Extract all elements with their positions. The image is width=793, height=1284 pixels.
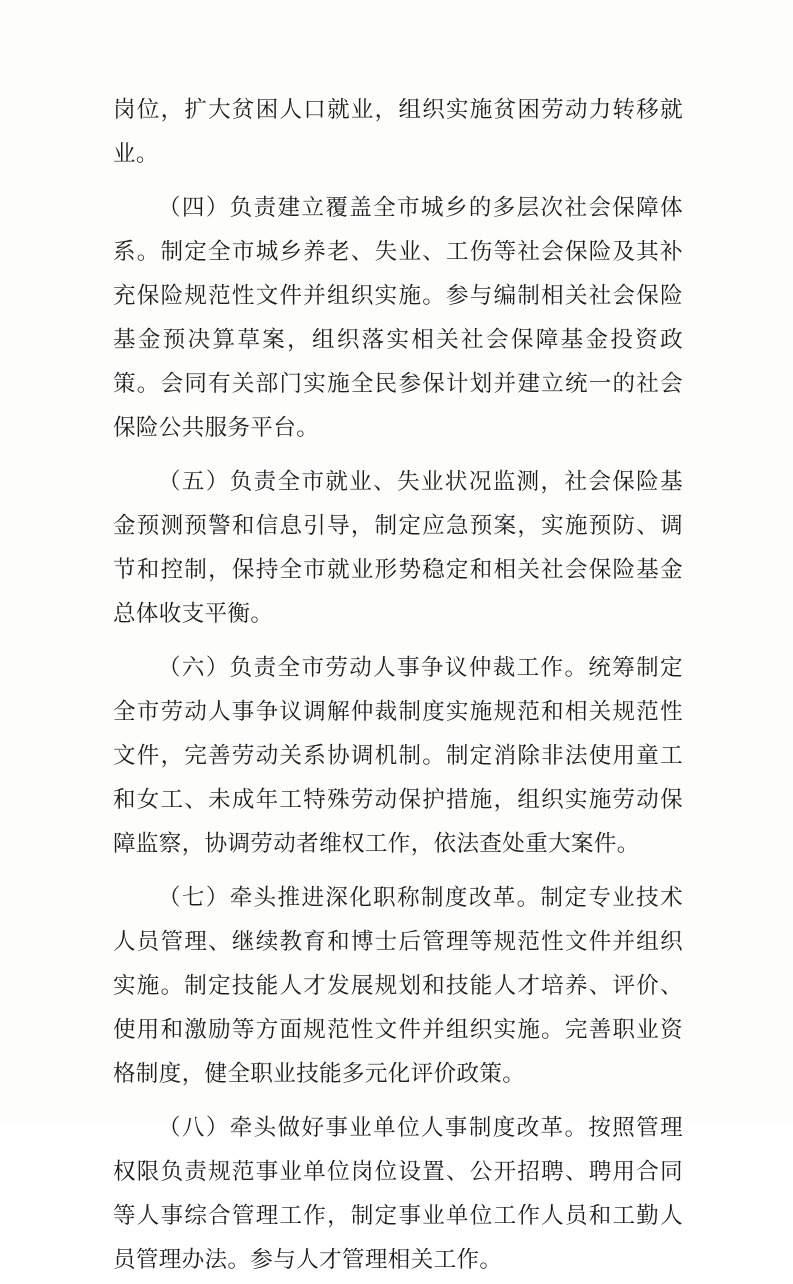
paragraph-spacer — [113, 868, 683, 876]
paragraph-item-6: （六）负责全市劳动人事争议仲裁工作。统筹制定全市劳动人事争议调解仲裁制度实施规范和相关规范性文件，完善劳动关系协调机制。制定消除非法使用童工和女工、未成年工特殊劳动保护措施，组织实施劳动保障监察，协调劳动者维权工作，依法查处重大案件。 — [113, 655, 683, 856]
paragraph-item-4: （四）负责建立覆盖全市城乡的多层次社会保障体系。制定全市城乡养老、失业、工伤等社会保险及其补充保险规范性文件并组织实施。参与编制相关社会保险基金预决算草案，组织落实相关社会保障基金投资政策。会同有关部门实施全民参保计划并建立统一的社会保险公共服务平台。 — [113, 195, 683, 440]
paragraph-item-8: （八）牵头做好事业单位人事制度改革。按照管理权限负责规范事业单位岗位设置、公开招聘、聘用合同等人事综合管理工作，制定事业单位工作人员和工勤人员管理办法。参与人才管理相关工作。 — [113, 1115, 683, 1272]
paragraph-spacer — [113, 452, 683, 460]
paragraph-item-5: （五）负责全市就业、失业状况监测，社会保险基金预测预警和信息引导，制定应急预案，实施预防、调节和控制，保持全市就业形势稳定和相关社会保险基金总体收支平衡。 — [113, 469, 683, 626]
paragraph-spacer — [113, 178, 683, 186]
paragraph-spacer — [113, 1098, 683, 1106]
paragraph-continued: 岗位，扩大贫困人口就业，组织实施贫困劳动力转移就业。 — [113, 97, 683, 166]
paragraph-item-7: （七）牵头推进深化职称制度改革。制定专业技术人员管理、继续教育和博士后管理等规范性文件并组织实施。制定技能人才发展规划和技能人才培养、评价、使用和激励等方面规范性文件并组织实施。完善职业资格制度，健全职业技能多元化评价政策。 — [113, 885, 683, 1086]
document-body — [113, 88, 683, 1284]
paragraph-spacer — [113, 638, 683, 646]
